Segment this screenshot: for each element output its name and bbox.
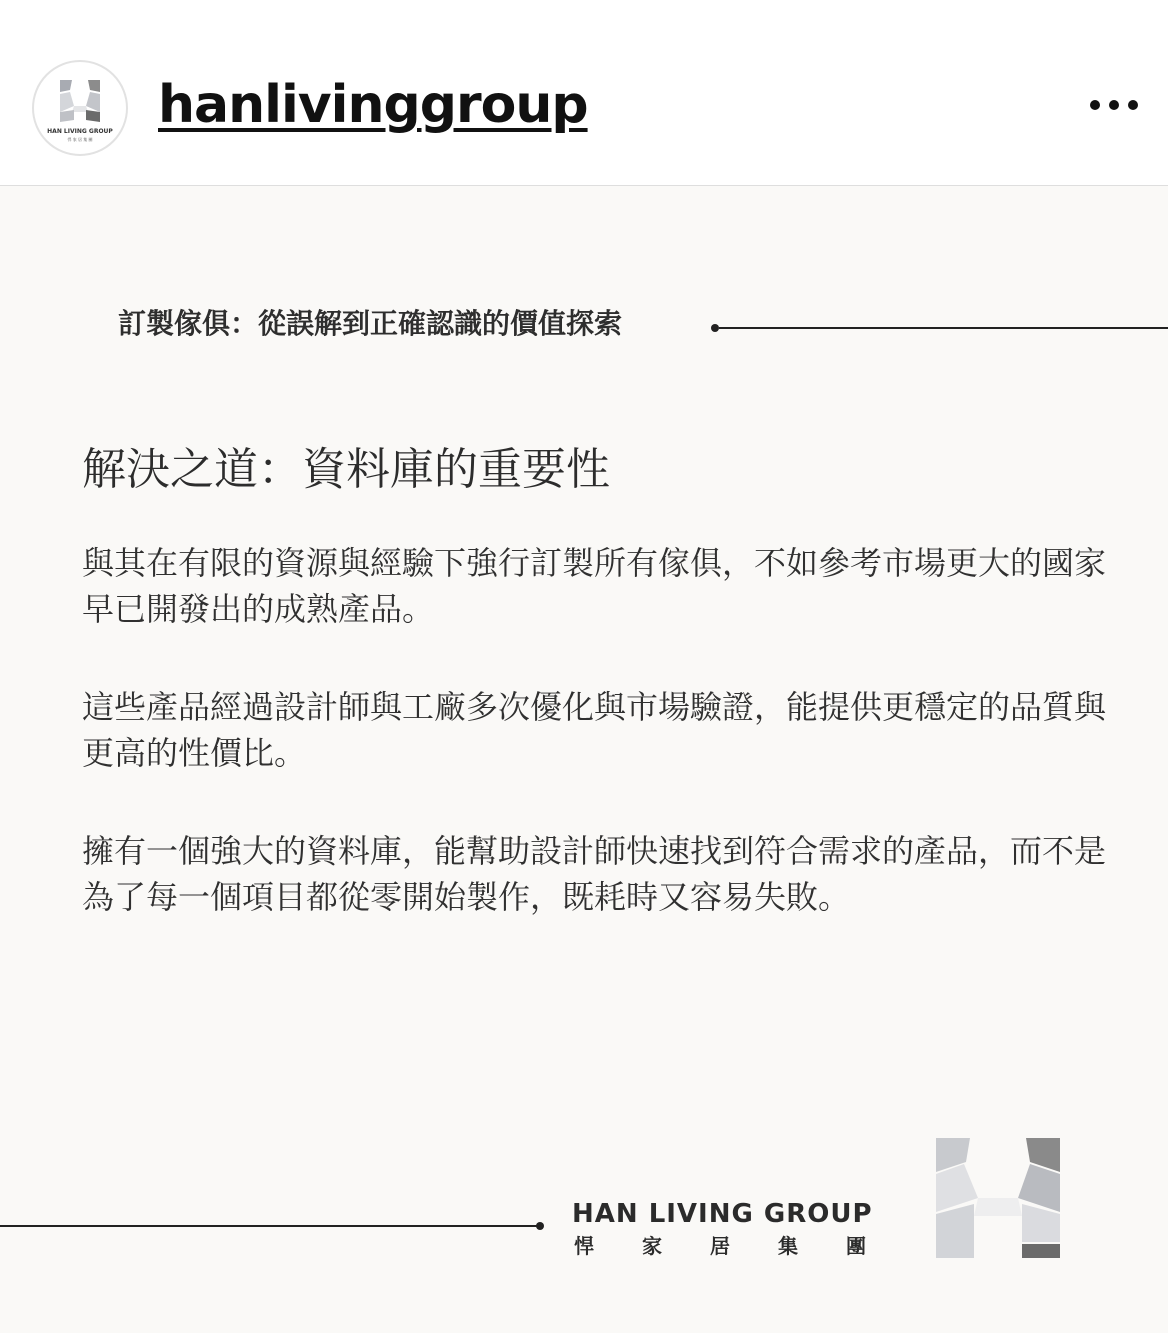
post-image[interactable] (0, 186, 1168, 1333)
decorative-line-top (710, 321, 1168, 335)
brand-char: 集 (778, 1234, 798, 1258)
brand-chinese-name (574, 1232, 866, 1260)
brand-char: 團 (846, 1234, 866, 1258)
body-paragraph: 擁有一個強大的資料庫，能幫助設計師快速找到符合需求的產品，而不是為了每一個項目都從零開始製作，既耗時又容易失敗。 (82, 832, 1107, 916)
more-horizontal-icon (1109, 100, 1119, 110)
section-heading: 解決之道：資料庫的重要性 (82, 444, 610, 495)
han-living-logo-icon (934, 1138, 1062, 1258)
profile-avatar[interactable] (32, 60, 128, 156)
brand-char: 悍 (574, 1234, 594, 1258)
brand-name: HAN LIVING GROUP (572, 1199, 873, 1229)
body-paragraph: 與其在有限的資源與經驗下強行訂製所有傢俱，不如參考市場更大的國家早已開發出的成熟產品。 (82, 544, 1107, 628)
brand-char: 居 (710, 1234, 730, 1258)
han-living-logo-icon (34, 62, 126, 154)
post-header (0, 0, 1168, 186)
more-horizontal-icon (1128, 100, 1138, 110)
more-options-button[interactable] (1082, 86, 1146, 126)
brand-char: 家 (642, 1234, 662, 1258)
more-horizontal-icon (1090, 100, 1100, 110)
series-title: 訂製傢俱：從誤解到正確認識的價值探索 (118, 307, 623, 340)
username-link[interactable]: hanlivinggroup (158, 75, 588, 135)
decorative-line-bottom (0, 1219, 548, 1233)
avatar-logo-subtext: 悍 家 居 集 團 (67, 137, 93, 142)
body-paragraph: 這些產品經過設計師與工廠多次優化與市場驗證，能提供更穩定的品質與更高的性價比。 (82, 688, 1107, 772)
avatar-logo-text: HAN LIVING GROUP (47, 128, 113, 135)
